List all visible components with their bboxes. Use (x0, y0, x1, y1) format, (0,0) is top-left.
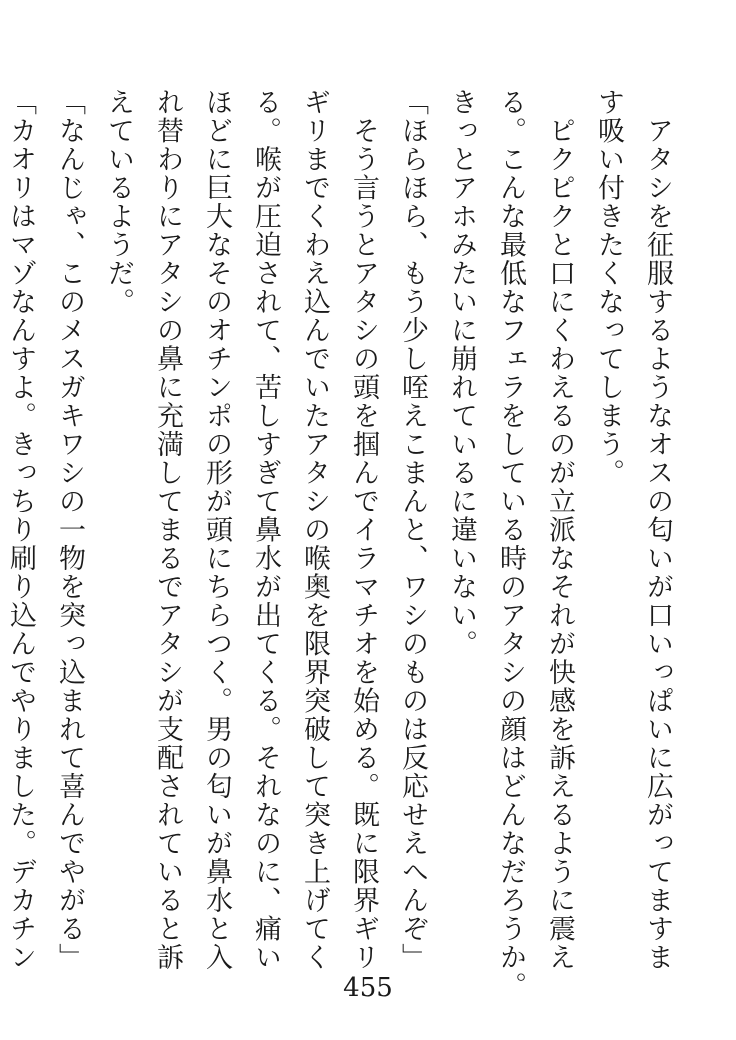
text-line: ピクピクと口にくわえるのが立派なそれが快感を訴えるように震え (544, 88, 575, 972)
text-line: えているようだ。 (103, 88, 134, 316)
text-line: 「カオリはマゾなんすよ。きっちり刷り込んでやりました。デカチン (5, 88, 36, 972)
text-line: ほどに巨大なそのオチンポの形が頭にちらつく。男の匂いが鼻水と入 (201, 88, 232, 972)
text-line: 「なんじゃ、このメスガキワシの一物を突っ込まれて喜んでやがる」 (54, 88, 85, 972)
text-line: す吸い付きたくなってしまう。 (593, 88, 624, 487)
text-line: る。こんな最低なフェラをしている時のアタシの顔はどんなだろうか。 (495, 88, 526, 1000)
text-line: れ替わりにアタシの鼻に充満してまるでアタシが支配されていると訴 (152, 88, 183, 972)
text-line: きっとアホみたいに崩れているに違いない。 (446, 88, 477, 658)
text-line: 「ほらほら、もう少し咥えこまんと、ワシのものは反応せえへんぞ」 (397, 88, 428, 972)
text-line: る。喉が圧迫されて、苦しすぎて鼻水が出てくる。それなのに、痛い (250, 88, 281, 972)
text-line: そう言うとアタシの頭を掴んでイラマチオを始める。既に限界ギリ (348, 88, 379, 972)
page-number: 455 (343, 973, 393, 1003)
text-line: アタシを征服するようなオスの匂いが口いっぱいに広がってますま (642, 88, 673, 972)
text-line: ギリまでくわえ込んでいたアタシの喉奥を限界突破して突き上げてく (299, 88, 330, 972)
